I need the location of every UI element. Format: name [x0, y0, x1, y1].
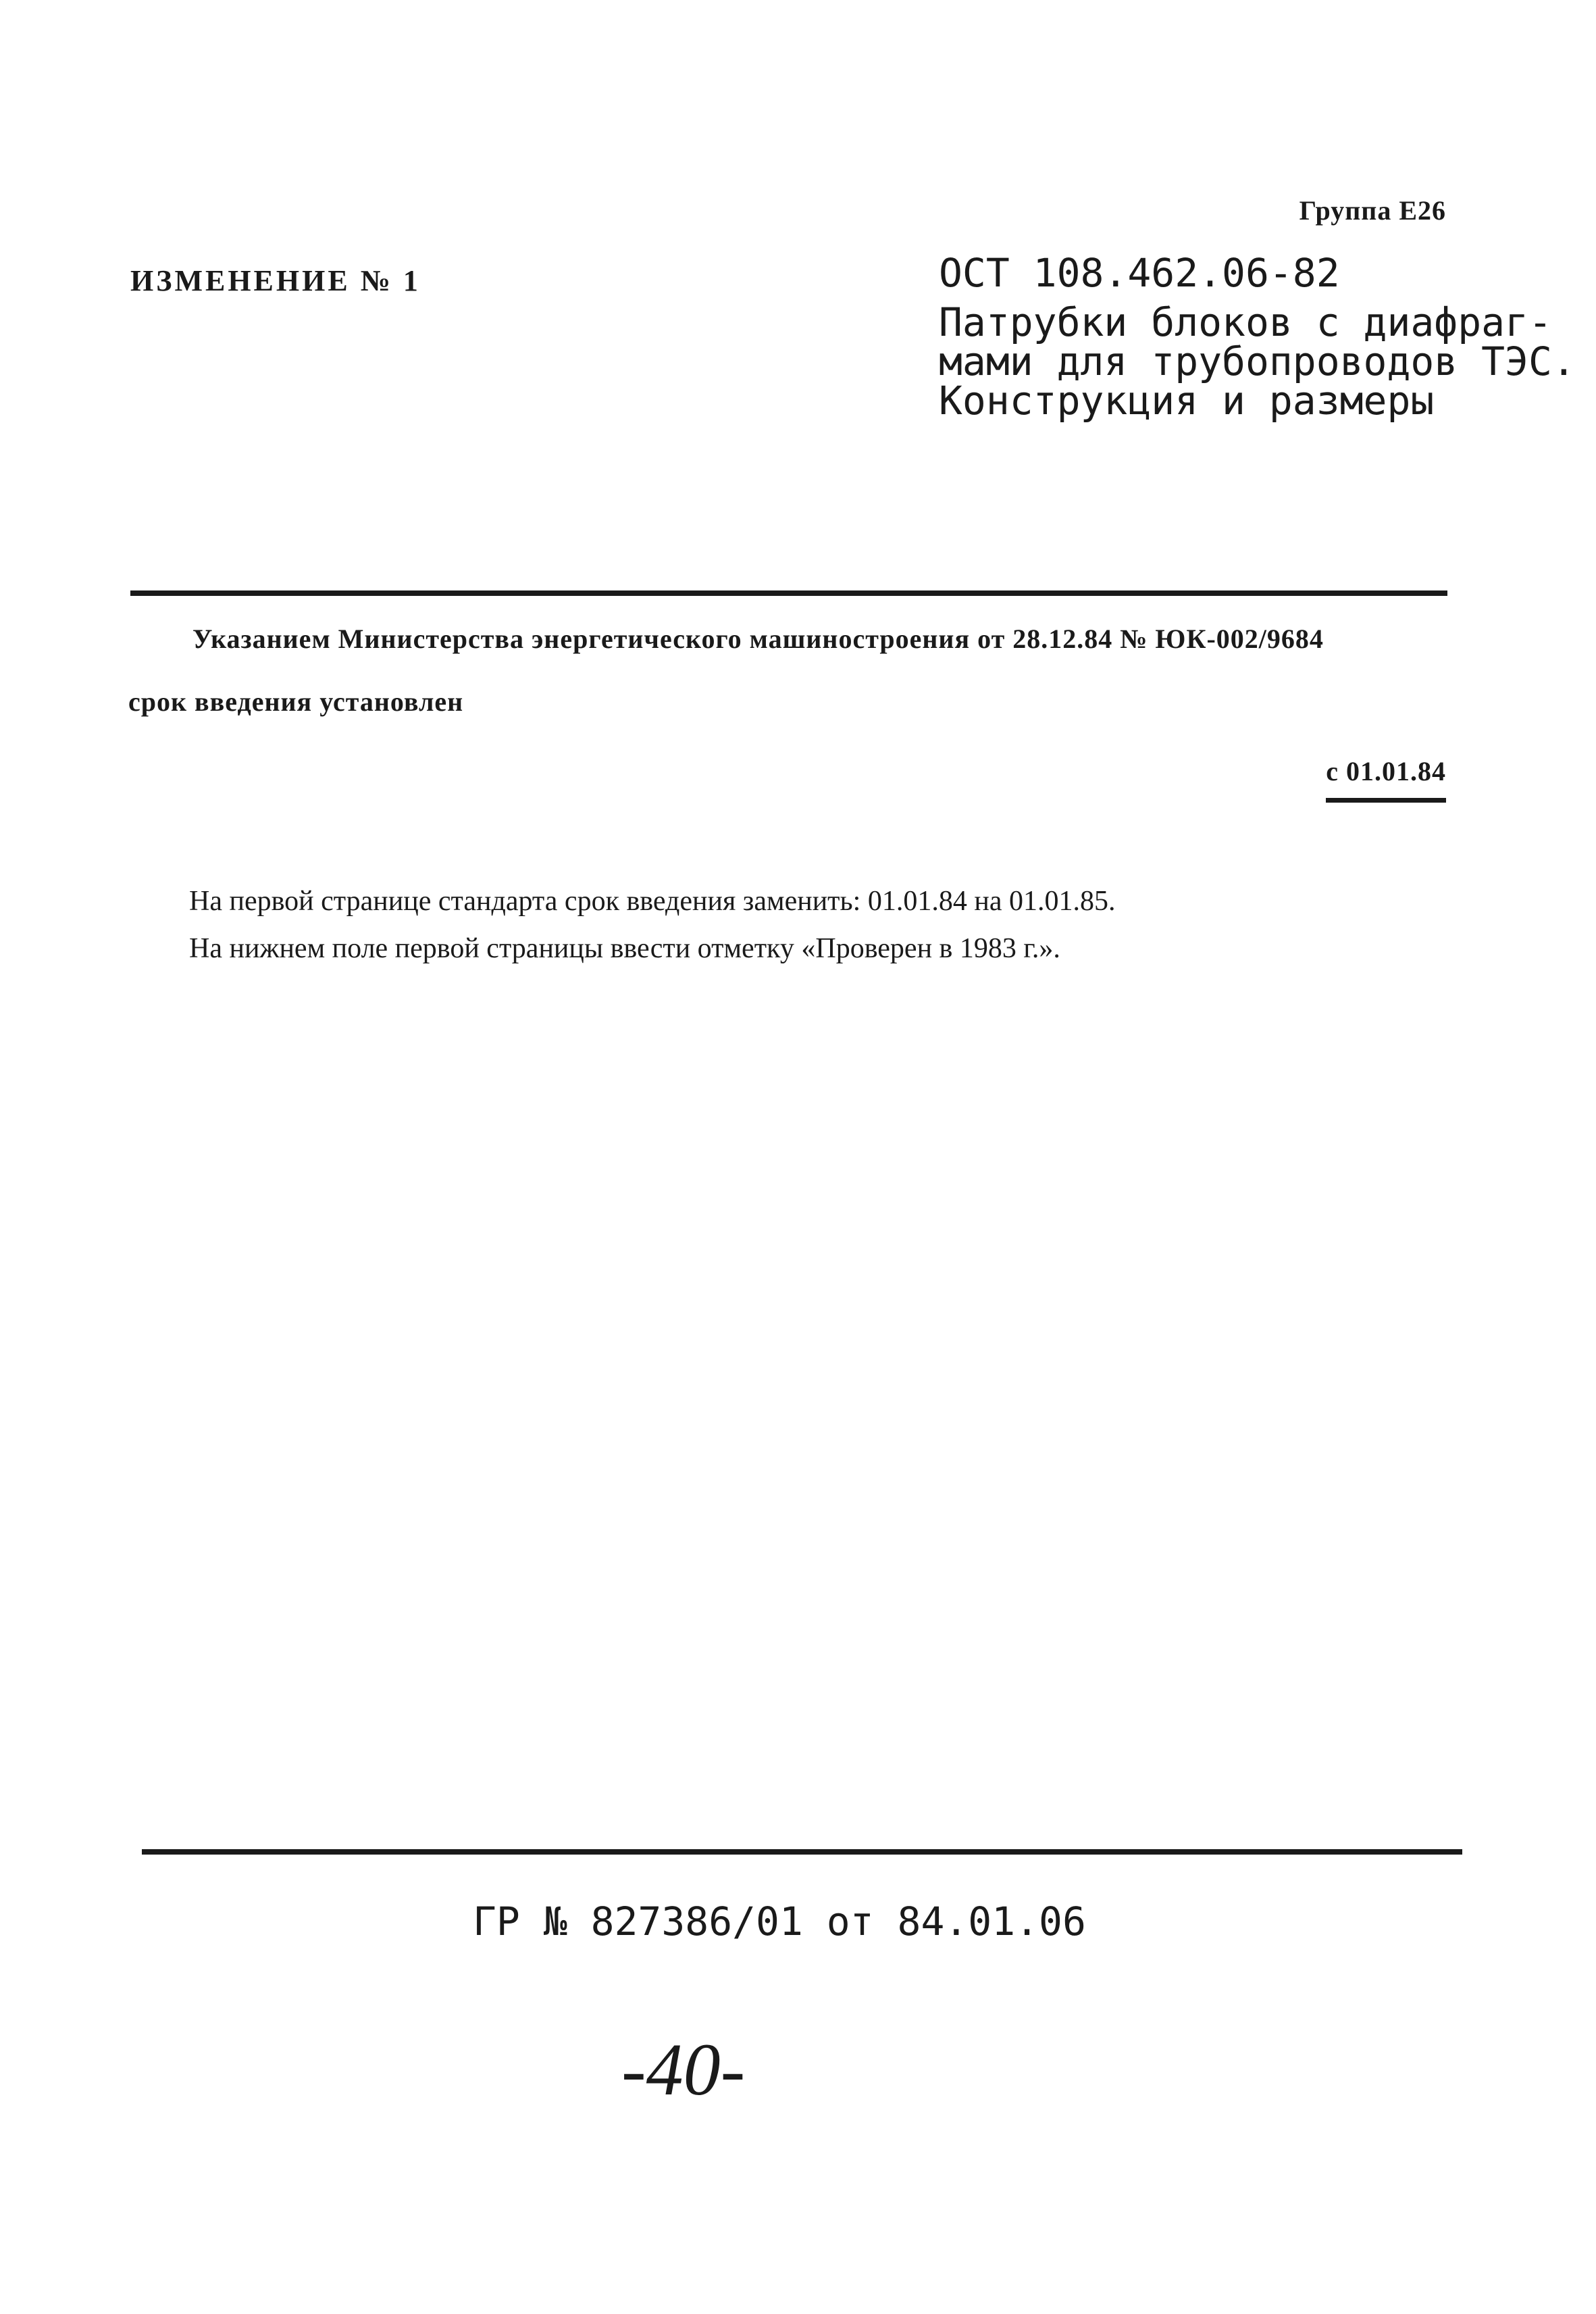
- registration-number: ГР № 827386/01 от 84.01.06: [473, 1898, 1086, 1944]
- standard-title-line-3: Конструкция и размеры: [939, 378, 1435, 424]
- group-label: Группа Е26: [1299, 195, 1446, 226]
- change-title: ИЗМЕНЕНИЕ № 1: [130, 264, 421, 297]
- directive-text: Указанием Министерства энергетического машиностроения от 28.12.84 № ЮК-002/9684: [192, 624, 1324, 654]
- standard-number: ОСТ 108.462.06-82: [939, 250, 1340, 296]
- page-number: -40-: [621, 2028, 746, 2111]
- standard-title: [939, 299, 1576, 424]
- standard-title-line-1: Патрубки блоков с диафраг-: [939, 299, 1552, 345]
- standard-title-line-2: мами для трубопроводов ТЭС.: [939, 338, 1576, 384]
- change-text-line-2: На нижнем поле первой страницы ввести отметку «Проверен в 1983 г.».: [189, 933, 1060, 964]
- bottom-divider: [142, 1849, 1462, 1855]
- directive-text-continued: срок введения установлен: [128, 686, 464, 717]
- effective-date: с 01.01.84: [1326, 755, 1446, 803]
- top-divider: [130, 590, 1447, 596]
- change-text-line-1: На первой странице стандарта срок введения заменить: 01.01.84 на 01.01.85.: [189, 886, 1116, 917]
